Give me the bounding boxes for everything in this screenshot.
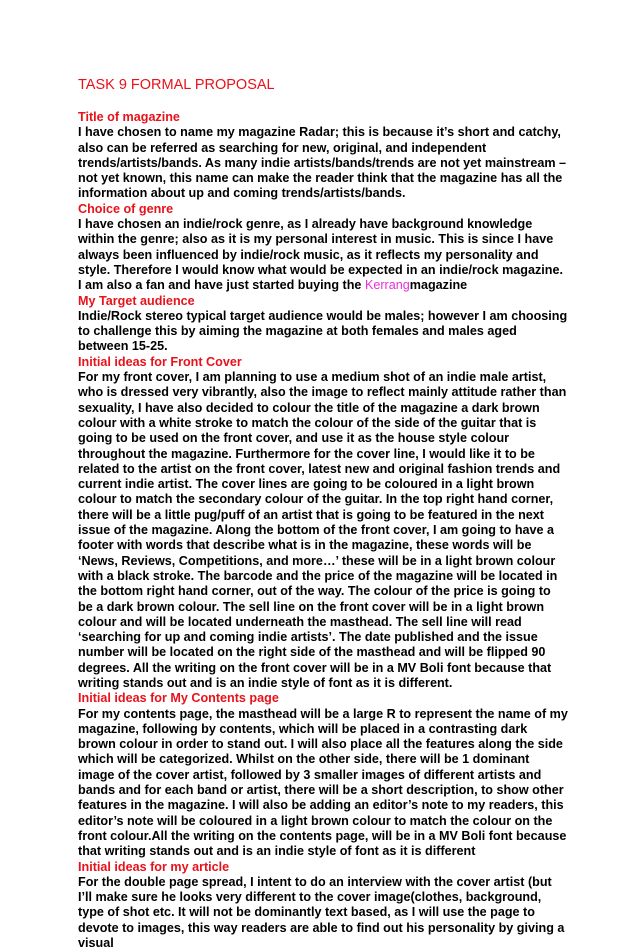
heading-choice-of-genre: Choice of genre [78,201,174,216]
heading-title-of-magazine: Title of magazine [78,110,180,124]
genre-text-before: I have chosen an indie/rock genre, as I already have background knowledge within the genre; also as it is my personal interest in music. This is since I have always been influenced by indie/rock music, as it reflects my personality and style. Therefore I would know what would be expected in an indie/rock magazine. I am also a fan and have just started buying the [78,217,563,293]
paragraph-title-of-magazine: I have chosen to name my magazine Radar; this is because it’s short and catchy, also can be referred as searching for new, original, and independent trends/artists/bands. As many indie artists/bands/trends are not yet mainstream – not yet known, this name can make the reader think that the magazine has all the information about up and coming trends/artists/bands. [78,125,567,201]
heading-front-cover: Initial ideas for Front Cover [78,354,242,369]
paragraph-contents-page: For my contents page, the masthead will be a large R to represent the name of my magazine, following by contents, which will be placed in a contrasting dark brown colour in order to stand out. I will also place all the features along the side which will be categorized. Whilst on the other side, there will be 1 dominant image of the cover artist, followed by 3 smaller images of different artists and bands and for each band or artist, there will be a short description, to show other features in the magazine. I will also be adding an editor’s note to my readers, this editor’s note will be coloured in a light brown colour to match the colour on the front colour.All the writing on the contents page, will be in a MV Boli font because that writing stands out and is an indie style of font as it is different [78,706,568,859]
kerrang-highlight: Kerrang [364,278,410,293]
paragraph-target-audience: Indie/Rock stereo typical target audience would be males; however I am choosing to challenge this by aiming the magazine at both females and males aged between 15-25. [78,308,568,354]
document-title: TASK 9 FORMAL PROPOSAL [78,77,275,93]
heading-target-audience: My Target audience [78,293,195,308]
paragraph-choice-of-genre [78,217,568,293]
heading-contents-page: Initial ideas for My Contents page [78,691,279,706]
heading-article: Initial ideas for my article [78,859,230,874]
document-body [78,76,568,951]
genre-text-after: magazine [409,278,468,293]
paragraph-front-cover: For my front cover, I am planning to use a medium shot of an indie male artist, who is dressed very vibrantly, also the image to reflect mainly attitude rather than sexuality, I have also decided to colour the title of the magazine a dark brown colour with a white stroke to match the colour of the side of the guitar that is going to be used on the front cover, and use it as the house style colour throughout the magazine. Furthermore for the cover line, I would like it to be related to the artist on the front cover, latest new and original fashion trends and current indie artist. The cover lines are going to be coloured in a light brown colour to match the secondary colour of the guitar. In the top right hand corner, there will be a little pug/puff of an artist that is going to be featured in the next issue of the magazine. Along the bottom of the front cover, I am going to have a footer with words that describe what is in the magazine, these words will be ‘News, Reviews, Competitions, and more…’ these will be in a light brown colour with a black stroke. The barcode and the price of the magazine will be located in the bottom right hand corner, out of the way. The colour of the price is going to be a dark brown colour. The sell line on the front cover will be in a light brown colour and will be located underneath the masthead. The sell line will read ‘searching for up and coming indie artists’. The date published and the issue number will be located on the right side of the masthead and will be flipped 90 degrees. All the writing on the front cover will be in a MV Boli font because that writing stands out and is an indie style of font as it is different. [78,370,567,690]
paragraph-article: For the double page spread, I intent to do an interview with the cover artist (but I’ll make sure he looks very different to the cover image(clothes, background, type of shot etc. It will not be dominantly text based, as I will use the page to devote to images, this way readers are able to find out his personality by giving a visual [78,874,565,951]
